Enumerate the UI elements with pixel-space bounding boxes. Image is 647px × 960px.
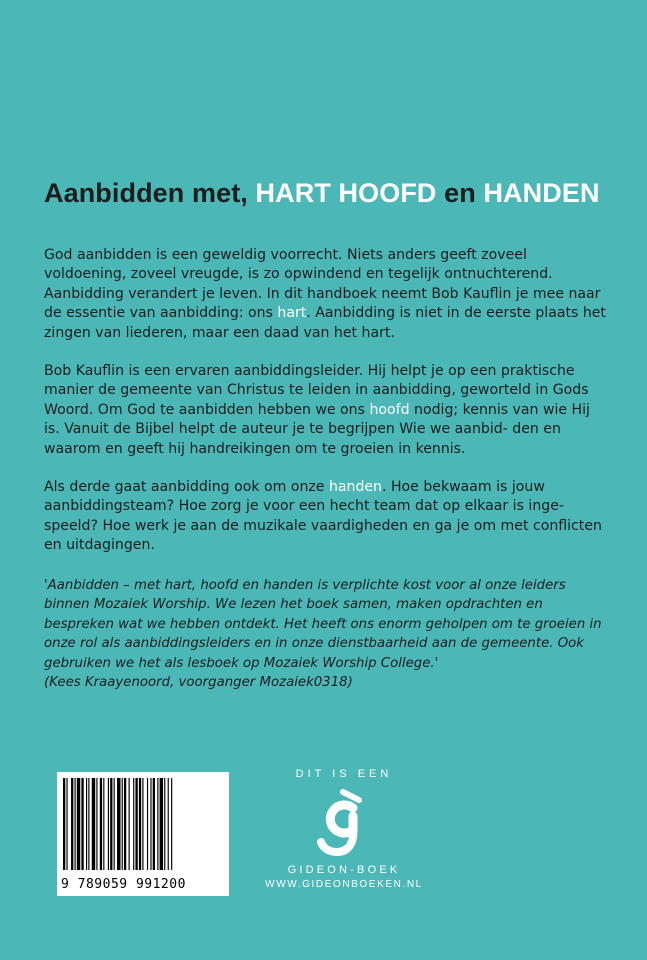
barcode-bar (139, 778, 141, 870)
barcode-bar (103, 778, 104, 870)
publisher-name: GIDEON-BOEK (287, 864, 401, 876)
paragraph-hands (44, 478, 609, 556)
barcode-bar (142, 778, 143, 870)
publisher-block (262, 768, 426, 890)
barcode-bar (153, 778, 155, 870)
barcode-bar (122, 778, 123, 870)
barcode-bar (135, 778, 137, 870)
barcode-bar (71, 778, 73, 870)
quote-text: 'Aanbidden – met hart, hoofd en handen is verplichte kost voor al onze leiders binnen Mozaiek Worship. We lezen het boek samen, maken opdrachten en bespreken wat we hebben ontdekt. Het heeft ons enorm geholpen om te groeien in onze rol als aanbiddingsleiders en in onze dienstbaarheid aan de gemeente. Ook gebruiken we het als lesboek op Mozaiek Worship College.' (44, 578, 602, 671)
publisher-tagline: DIT IS EEN (295, 768, 393, 780)
paragraph-head-text: Bob Kauflin is een ervaren aanbiddingsleider. Hij helpt je op een praktische manier de gemeente van Christus te leiden in aanbidding, geworteld in Gods Woord. Om God te aanbidden hebben we ons (44, 363, 589, 418)
barcode-bar (124, 778, 126, 870)
paragraph-head-text-end: nodig; kennis van wie Hij is. Vanuit de Bijbel helpt de auteur je te begrijpen Wie we aanbid- den en waarom en geeft hij handreikingen om te groeien in kennis. (44, 401, 590, 457)
barcode-bar (164, 778, 165, 870)
barcode-bar (114, 778, 115, 870)
quote-attribution: (Kees Kraayenoord, voorganger Mozaiek0318) (44, 675, 353, 691)
title-part-4: HANDEN (483, 178, 600, 208)
back-cover-title (44, 178, 600, 209)
title-part-2: HART HOOFD (255, 178, 437, 208)
barcode-bar (100, 778, 102, 870)
paragraph-hands-text: Als derde gaat aanbidding ook om onze (44, 479, 325, 495)
barcode-bar (133, 778, 134, 870)
barcode-bar (168, 778, 169, 870)
barcode-bar (117, 778, 120, 870)
barcode-bar (110, 778, 112, 870)
barcode-bar (157, 778, 158, 870)
keyword-hoofd: hoofd (369, 401, 410, 418)
endorsement-quote (44, 576, 614, 692)
barcode-bar (75, 778, 76, 870)
publisher-url: WWW.GIDEONBOEKEN.NL (265, 879, 423, 890)
barcode-bar (81, 778, 83, 870)
isbn-number: 9 789059 991200 (61, 877, 186, 892)
paragraph-heart-text: God aanbidden is een geweldig voorrecht. Niets anders geeft zoveel voldoening, zoveel vreugde, is zo opwindend en tegelijk ontnuchterend. Aanbidding verandert je leven. In dit handboek neemt Bob Kauflin je mee naar de essentie van aanbidding: ons (44, 247, 601, 322)
keyword-hart: hart (277, 305, 307, 322)
barcode-bar (86, 778, 87, 870)
barcode-bar (147, 778, 148, 870)
barcode-bar (108, 778, 109, 870)
barcode-bar (88, 778, 89, 870)
paragraph-heart (44, 246, 609, 343)
barcode-bar (160, 778, 163, 870)
barcode-bar (63, 778, 65, 870)
title-part-3: en (444, 178, 476, 208)
barcode-bar (77, 778, 80, 870)
isbn-barcode (57, 772, 229, 896)
title-part-1: Aanbidden met, (44, 178, 248, 208)
g-logo-icon (309, 786, 379, 860)
barcode-bar (66, 778, 67, 870)
paragraph-heart-text-end: . Aanbidding is niet in de eerste plaats het zingen van liederen, maar een daad van het hart. (44, 305, 606, 341)
keyword-handen: handen (328, 479, 382, 495)
barcode-bar (129, 778, 130, 870)
barcode-bar (92, 778, 95, 870)
barcode-bar (171, 778, 172, 870)
barcode-bar (96, 778, 97, 870)
paragraph-head (44, 362, 609, 459)
barcode-bar (150, 778, 151, 870)
paragraph-hands-text-end: . Hoe bekwaam is jouw aanbiddingsteam? Hoe zorg je voor een hecht team dat op elkaar is inge- speeld? Hoe werk je aan de muzikale vaardigheden en ga je om met conflicten en uitdagingen. (44, 479, 602, 554)
